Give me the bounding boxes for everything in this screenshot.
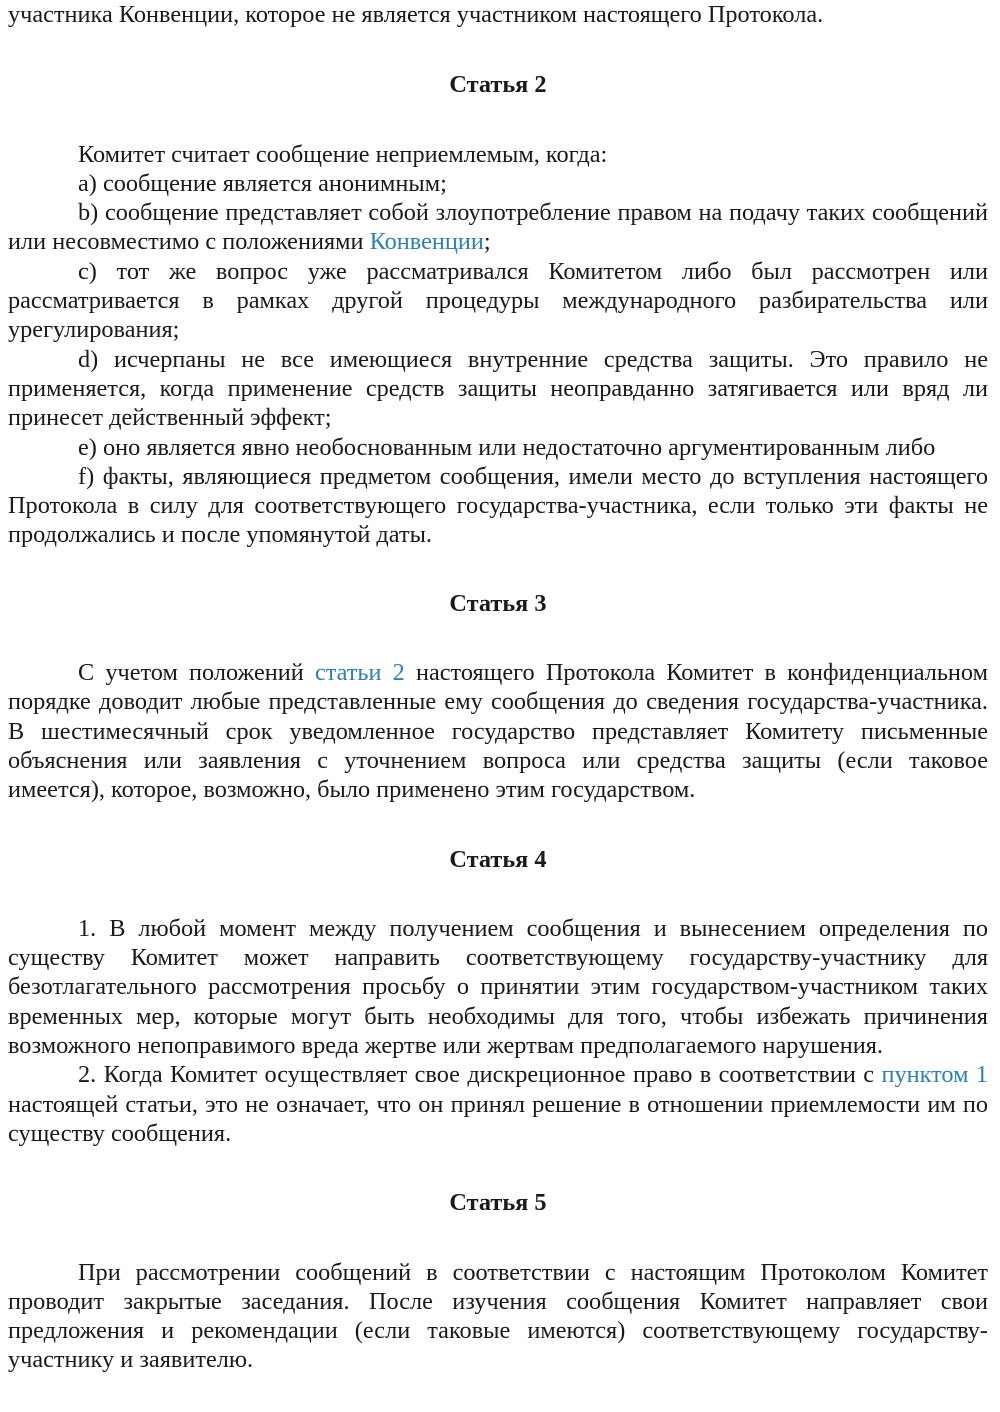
article-5-body: [8, 1258, 988, 1375]
article-3-heading: Статья 3: [449, 589, 547, 617]
article-2-heading: Статья 2: [449, 71, 547, 99]
article-3-paragraph: [8, 658, 988, 804]
article-2-link[interactable]: статьи 2: [314, 659, 405, 687]
article-4-body: [8, 914, 988, 1148]
article-4-paragraph-1: 1. В любой момент между получением сообщения и вынесением определения по существу Комитет может направить соответствующему государству-участнику для безотлагательного рассмотрения просьбу о принятии этим государством-участником таких временных мер, которые могут быть необходимы для того, чтобы избежать причинения возможного непоправимого вреда жертве или жертвам предполагаемого нарушения.: [8, 914, 988, 1060]
article-2-item-a: a) сообщение является анонимным;: [78, 169, 447, 197]
article-2-item-b-end: ;: [483, 228, 491, 256]
article-5-heading: Статья 5: [449, 1189, 547, 1217]
intro-tail: участника Конвенции, которое не является участником настоящего Протокола.: [8, 1, 824, 28]
article-2-item-b: [8, 198, 988, 257]
article-4-p2-start: 2. Когда Комитет осуществляет свое дискреционное право в соответствии с: [78, 1061, 882, 1089]
article-2-item-d: d) исчерпаны не все имеющиеся внутренние средства защиты. Это правило не применяется, когда применение средств защиты неоправданно затягивается или вряд ли принесет действенный эффект;: [8, 345, 988, 432]
article-2-item-e: e) оно является явно необоснованным или недостаточно аргументированным либо: [78, 433, 936, 461]
article-3-text-start: С учетом положений: [78, 659, 315, 687]
article-2-item-b-text: b) сообщение представляет собой злоупотребление правом на подачу таких сообщений или несовместимо с положениями: [8, 199, 988, 256]
article-5-paragraph: При рассмотрении сообщений в соответствии с настоящим Протоколом Комитет проводит закрытые заседания. После изучения сообщения Комитет направляет свои предложения и рекомендации (если таковые имеются) соответствующему государству-участнику и заявителю.: [8, 1258, 988, 1374]
article-3-text-rest: настоящего Протокола Комитет в конфиденциальном порядке доводит любые представленные ему сообщения до сведения государства-участника. В шестимесячный срок уведомленное государство представляет Комитету письменные объяснения или заявления с уточнением вопроса или средства защиты (если таковое имеется), которое, возможно, было применено этим государством.: [8, 659, 988, 804]
article-2-item-c: c) тот же вопрос уже рассматривался Комитетом либо был рассмотрен или рассматривается в рамках другой процедуры международного разбирательства или урегулирования;: [8, 257, 988, 344]
point-1-link[interactable]: пунктом 1: [881, 1061, 988, 1089]
convention-link[interactable]: Конвенции: [369, 228, 484, 256]
article-2-body: [8, 140, 988, 550]
document-page: [8, 0, 988, 1375]
article-2-lead: Комитет считает сообщение неприемлемым, когда:: [78, 140, 608, 168]
article-3-body: [8, 658, 988, 804]
article-4-heading: Статья 4: [449, 845, 547, 873]
article-2-item-f: f) факты, являющиеся предметом сообщения, имели место до вступления настоящего Протокола в силу для соответствующего государства-участника, если только эти факты не продолжались и после упомянутой даты.: [8, 462, 988, 549]
article-4-paragraph-2: [8, 1060, 988, 1148]
article-4-p2-rest: настоящей статьи, это не означает, что он принял решение в отношении приемлемости им по существу сообщения.: [8, 1090, 988, 1147]
